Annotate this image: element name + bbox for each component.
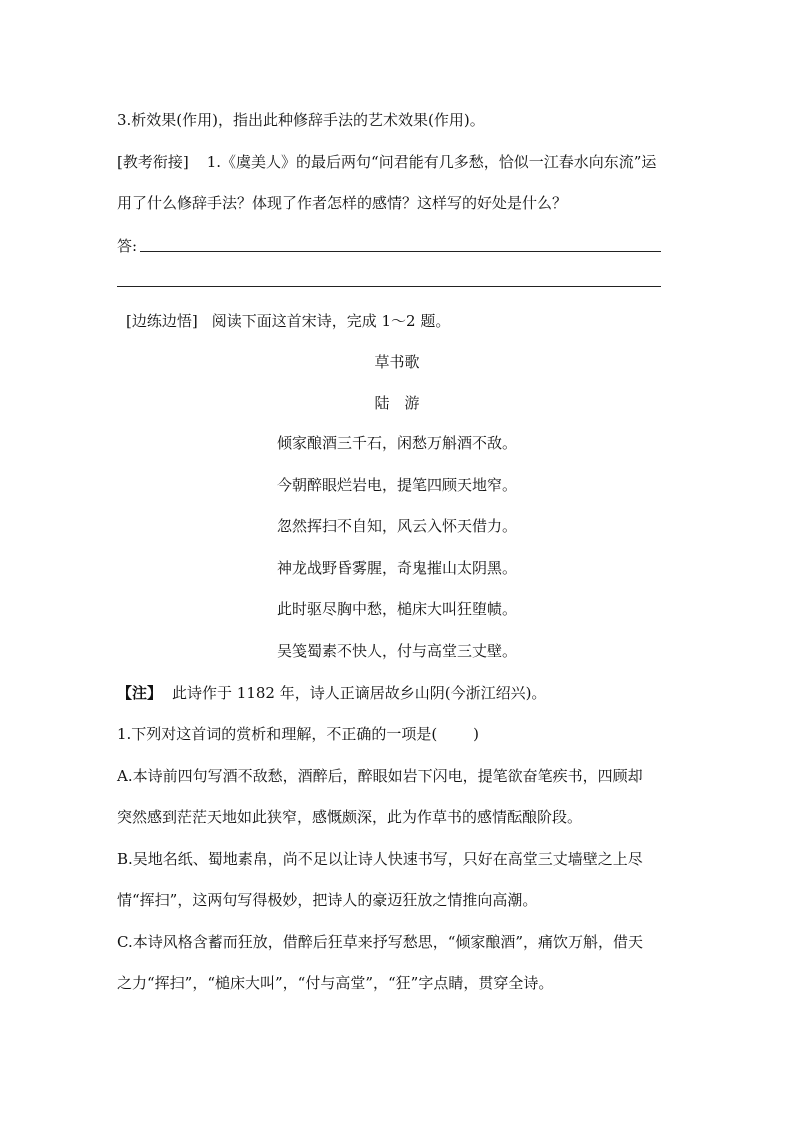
poem-line: 吴笺蜀素不快人，付与高堂三丈壁。 [276, 642, 517, 660]
bianlian-instruction-line [126, 311, 450, 331]
question-1-stem-text: 1.下列对这首词的赏析和理解，不正确的一项是( [117, 725, 438, 743]
poem-note [117, 683, 546, 703]
note-label: 【注】 [117, 684, 163, 702]
option-c-line-2: 之力“挥扫”，“槌床大叫”，“付与高堂”，“狂”字点睛，贯穿全诗。 [117, 974, 554, 992]
poem-author: 陆 游 [374, 394, 420, 412]
answer-label: 答: [117, 237, 138, 255]
note-text: 此诗作于 1182 年，诗人正谪居故乡山阴(今浙江绍兴)。 [172, 684, 547, 702]
question-1-stem [117, 724, 479, 744]
question-1-stem-close: ) [473, 725, 480, 743]
option-b-line-2: 情“挥扫”，这两句写得极妙，把诗人的豪迈狂放之情推向高潮。 [117, 891, 538, 909]
jiaokao-question-text-1: 1.《虞美人》的最后两句“问君能有几多愁，恰似一江春水向东流”运 [206, 153, 657, 171]
section-3-heading: 3.析效果(作用)，指出此种修辞手法的艺术效果(作用)。 [117, 111, 485, 129]
jiaokao-question-line-2: 用了什么修辞手法？体现了作者怎样的感情？这样写的好处是什么？ [117, 194, 568, 212]
jiaokao-tag: [教考衔接] [117, 153, 189, 171]
poem-line: 倾家酿酒三千石，闲愁万斛酒不敌。 [276, 434, 517, 452]
answer-line-1[interactable] [140, 251, 661, 252]
poem-line: 此时驱尽胸中愁，槌床大叫狂堕帻。 [276, 600, 517, 618]
poem-line: 神龙战野昏雾腥，奇鬼摧山太阴黑。 [276, 559, 517, 577]
poem-line: 忽然挥扫不自知，风云入怀天借力。 [276, 517, 517, 535]
option-a-line-2: 突然感到茫茫天地如此狭窄，感慨颇深，此为作草书的感情酝酿阶段。 [117, 808, 583, 826]
poem-line: 今朝醉眼烂岩电，提笔四顾天地窄。 [276, 476, 517, 494]
option-a-line-1: A.本诗前四句写酒不敌愁，酒醉后，醉眼如岩下闪电，提笔欲奋笔疾书，四顾却 [117, 767, 643, 785]
option-b-line-1: B.吴地名纸、蜀地素帛，尚不足以让诗人快速书写，只好在高堂三丈墙壁之上尽 [117, 850, 643, 868]
option-c-line-1: C.本诗风格含蓄而狂放，借醉后狂草来抒写愁思，“倾家酿酒”，痛饮万斛，借天 [117, 933, 644, 951]
bianlian-tag: [边练边悟] [126, 312, 198, 330]
jiaokao-question-line-1 [117, 152, 656, 172]
bianlian-instruction: 阅读下面这首宋诗，完成 1～2 题。 [211, 312, 451, 330]
poem-title: 草书歌 [374, 353, 420, 371]
answer-line-2[interactable] [117, 286, 661, 287]
